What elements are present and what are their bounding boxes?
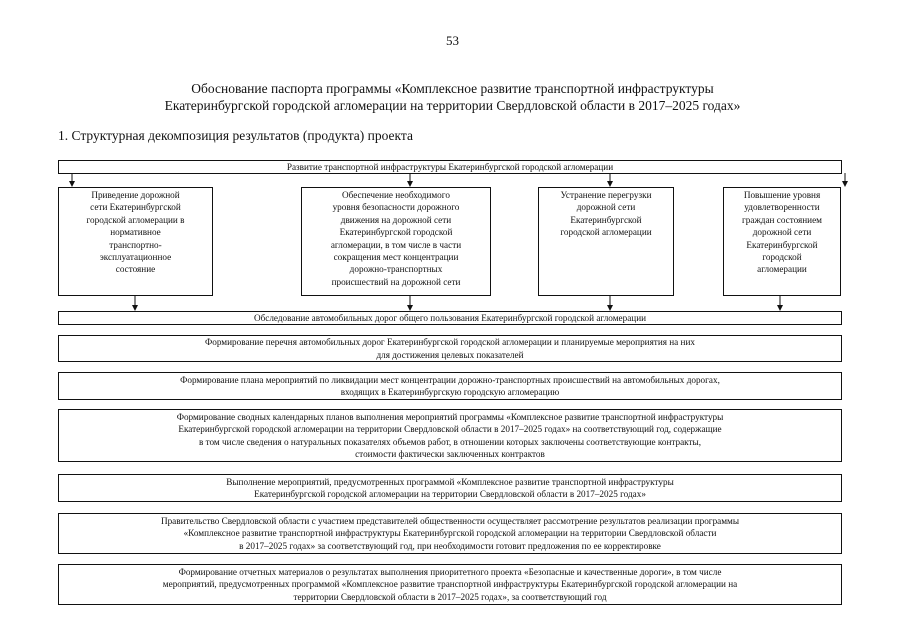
goal-4-line: удовлетворенности: [744, 202, 820, 213]
step-3-line: Формирование плана мероприятий по ликвидации мест концентрации дорожно-транспортных происшествий на автомобильных дорогах,: [180, 374, 720, 385]
step-4-line: в том числе сведения о натуральных показателях объемов работ, в отношении которых заключены соответствующие контракты,: [198, 436, 702, 447]
step-1-line: Обследование автомобильных дорог общего пользования Екатеринбургской городской агломерации: [253, 312, 647, 323]
goal-4-line: Екатеринбургской: [746, 239, 818, 250]
goal-2-line: Екатеринбургской городской: [339, 227, 453, 238]
goal-4-line: агломерации: [757, 264, 807, 275]
step-box-6: [58, 513, 842, 554]
goal-3-line: дорожной сети: [576, 202, 636, 213]
step-box-4: [58, 409, 842, 462]
goal-2-line: движения на дорожной сети: [340, 214, 452, 225]
goal-1-line: нормативное: [110, 227, 161, 238]
goal-4-line: Повышение уровня: [743, 190, 821, 200]
goal-3-line: городской агломерации: [560, 227, 652, 238]
step-box-3: [58, 372, 842, 400]
goal-box-3: [538, 187, 674, 296]
goal-1-line: состояние: [115, 264, 156, 275]
step-box-1: [58, 311, 842, 325]
step-6-line: «Комплексное развитие транспортной инфраструктуры Екатеринбургской городской агломерации на территории Свердловской области: [183, 528, 717, 539]
step-box-2: [58, 335, 842, 362]
step-4-line: Екатеринбургской городской агломерации на территории Свердловской области в 2017–2025 годах» на соответствующий год, содержащие: [178, 424, 722, 435]
step-7-line: территории Свердловской области в 2017–2025 годах», за соответствующий год: [293, 591, 607, 602]
goal-1-line: городской агломерации в: [86, 214, 185, 225]
title-line-1: Обоснование паспорта программы «Комплексное развитие транспортной инфраструктуры: [191, 81, 714, 96]
goal-2-line: сокращения мест концентрации: [333, 252, 459, 263]
title-line-2: Екатеринбургской городской агломерации на территории Свердловской области в 2017–2025 годах»: [164, 98, 741, 113]
goal-box-1: [58, 187, 213, 296]
goal-1-line: транспортно-: [109, 239, 162, 250]
goal-box-4: [723, 187, 841, 296]
goal-4-line: дорожной сети: [752, 227, 812, 238]
root-box: [58, 160, 842, 174]
step-4-line: стоимости фактически заключенных контрактов: [355, 448, 545, 459]
section-heading: 1. Структурная декомпозиция результатов (продукта) проекта: [58, 128, 413, 143]
step-2-line: для достижения целевых показателей: [376, 349, 524, 360]
step-4-line: Формирование сводных календарных планов выполнения мероприятий программы «Комплексное развитие транспортной инфраструктуры: [176, 411, 724, 422]
step-5-line: Екатеринбургской городской агломерации на территории Свердловской области в 2017–2025 годах»: [254, 489, 646, 499]
step-5-line: Выполнение мероприятий, предусмотренных программой «Комплексное развитие транспортной инфраструктуры: [226, 476, 674, 487]
step-box-7: [58, 564, 842, 605]
goal-2-line: происшествий на дорожной сети: [331, 276, 461, 287]
goal-4-line: граждан состоянием: [742, 214, 822, 225]
goal-2-line: уровня безопасности дорожного: [332, 202, 460, 213]
step-2-line: Формирование перечня автомобильных дорог Екатеринбургской городской агломерации и планируемые мероприятия на них: [205, 337, 695, 348]
step-6-line: Правительство Свердловской области с участием представителей общественности осуществляет рассмотрение результатов реализации программы: [160, 515, 740, 526]
step-7-line: Формирование отчетных материалов о результатах выполнения приоритетного проекта «Безопасные и качественные дороги», в том числе: [178, 566, 722, 577]
step-box-5: [58, 474, 842, 502]
goal-2-line: Обеспечение необходимого: [342, 190, 450, 200]
goal-1-line: Приведение дорожной: [91, 190, 180, 200]
page-title: [60, 80, 845, 114]
goal-1-line: сети Екатеринбургской: [90, 202, 181, 213]
goal-2-line: дорожно-транспортных: [349, 264, 443, 275]
root-box-label: Развитие транспортной инфраструктуры Екатеринбургской городской агломерации: [286, 161, 614, 172]
step-3-line: входящих в Екатеринбургскую городскую агломерацию: [340, 387, 560, 397]
goal-3-line: Устранение перегрузки: [560, 190, 652, 200]
goal-2-line: агломерации, в том числе в части: [330, 239, 462, 250]
step-6-line: в 2017–2025 годах» за соответствующий год, при необходимости готовит предложения по ее корректировке: [239, 540, 661, 551]
step-7-line: мероприятий, предусмотренных программой «Комплексное развитие транспортной инфраструктуры Екатеринбургской городской агломерации на: [162, 579, 738, 590]
goal-3-line: Екатеринбургской: [570, 214, 642, 225]
goal-box-2: [301, 187, 491, 296]
page-number: 53: [446, 33, 459, 48]
goal-1-line: эксплуатационное: [99, 252, 172, 263]
goal-4-line: городской: [762, 252, 802, 263]
